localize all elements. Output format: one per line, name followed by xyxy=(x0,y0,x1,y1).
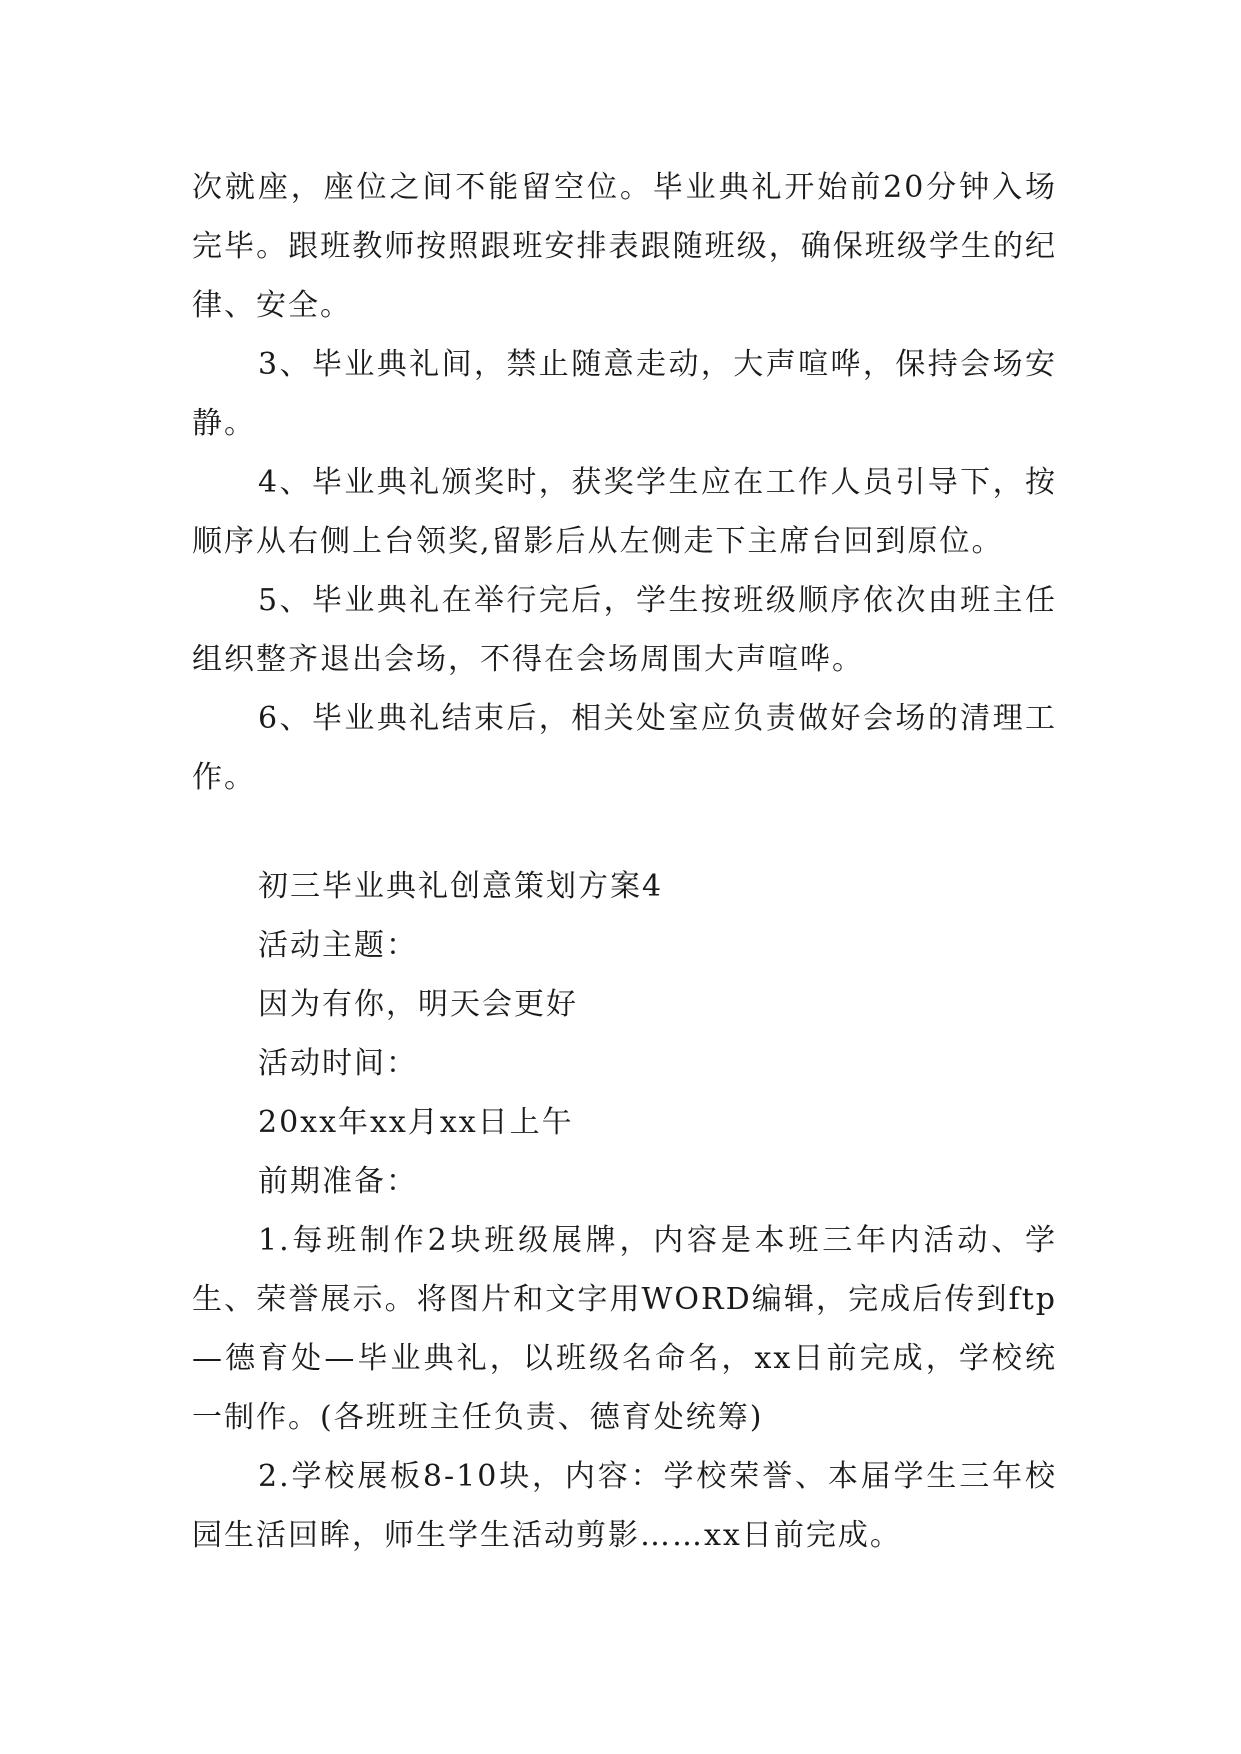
paragraph-rule-6: 6、毕业典礼结束后，相关处室应负责做好会场的清理工作。 xyxy=(192,701,1057,795)
paragraph-prep-1: 1.每班制作2块班级展牌，内容是本班三年内活动、学生、荣誉展示。将图片和文字用WORD编辑，完成后传到ftp—德育处—毕业典礼，以班级名命名，xx日前完成，学校统一制作。(各班班主任负责、德育处统筹) xyxy=(192,1223,1057,1435)
time-value: 20xx年xx月xx日上午 xyxy=(258,1105,574,1140)
paragraph-seating: 次就座，座位之间不能留空位。毕业典礼开始前20分钟入场完毕。跟班教师按照跟班安排表跟随班级，确保班级学生的纪律、安全。 xyxy=(192,170,1057,323)
paragraph-rule-3: 3、毕业典礼间，禁止随意走动，大声喧哗，保持会场安静。 xyxy=(192,347,1057,441)
plan-4-section xyxy=(192,857,1057,1211)
section-title: 初三毕业典礼创意策划方案4 xyxy=(258,869,664,904)
document-body xyxy=(192,158,1057,1565)
theme-label: 活动主题： xyxy=(258,928,418,963)
theme-value: 因为有你，明天会更好 xyxy=(258,987,578,1022)
prep-label: 前期准备： xyxy=(258,1164,418,1199)
paragraph-rule-4: 4、毕业典礼颁奖时，获奖学生应在工作人员引导下，按顺序从右侧上台领奖,留影后从左侧走下主席台回到原位。 xyxy=(192,465,1057,559)
time-label: 活动时间： xyxy=(258,1046,418,1081)
paragraph-rule-5: 5、毕业典礼在举行完后，学生按班级顺序依次由班主任组织整齐退出会场，不得在会场周围大声喧哗。 xyxy=(192,583,1057,677)
paragraph-prep-2: 2.学校展板8-10块，内容：学校荣誉、本届学生三年校园生活回眸，师生学生活动剪影……xx日前完成。 xyxy=(192,1459,1057,1553)
